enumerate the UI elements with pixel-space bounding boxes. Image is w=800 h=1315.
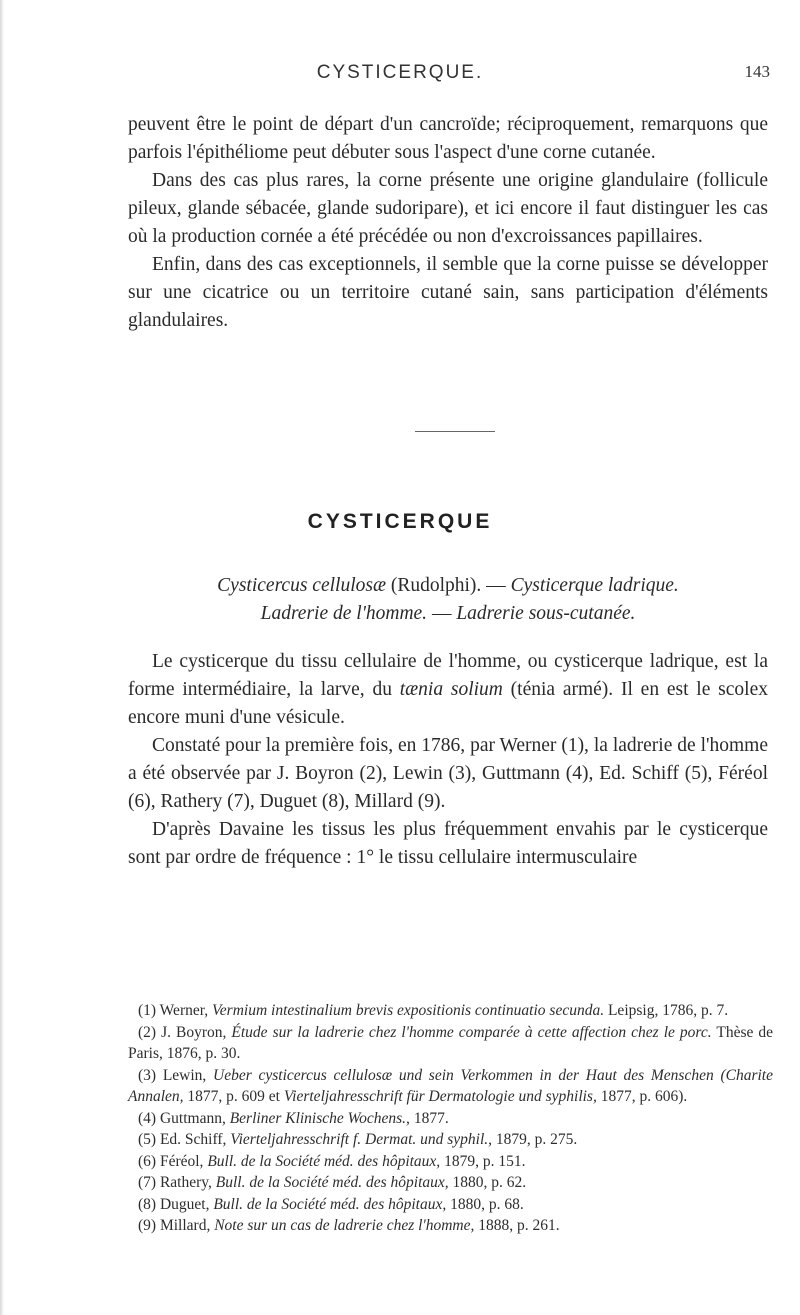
section-title: CYSTICERQUE: [307, 510, 493, 533]
footnote-details: Leipsig, 1786, p. 7.: [604, 1002, 729, 1019]
intro-text: [128, 111, 768, 335]
footnote-title: Étude sur la ladrerie chez l'homme comparée à cette affection chez le porc.: [231, 1023, 712, 1041]
body-paragraph: D'après Davaine les tissus les plus fréquemment envahis par le cysticerque sont par ordre de fréquence : 1° le tissu cellulaire intermusculaire: [128, 819, 768, 868]
footnote-details: 1888, p. 261.: [474, 1217, 560, 1234]
footnote-details: 1880, p. 68.: [446, 1195, 524, 1213]
footnote: [128, 1000, 773, 1022]
footnote-number: (9): [138, 1217, 160, 1234]
footnote-details: 1877, p. 609 et: [183, 1088, 284, 1105]
footnote-details: 1877.: [409, 1109, 449, 1127]
footnote-title: Berliner Klinische Wochens.,: [229, 1109, 410, 1127]
footnote-author: Rathery,: [159, 1174, 216, 1191]
footnotes: [128, 1000, 773, 1237]
intro-paragraph: Enfin, dans des cas exceptionnels, il semble que la corne puisse se développer sur une cicatrice ou un territoire cutané sain, sans participation d'éléments glandulaires.: [128, 254, 768, 331]
footnote-title: Ueber cysticercus cellulosæ und sein Verkommen in der Haut des Menschen (Charite Annalen,: [128, 1066, 773, 1105]
footnote-number: (3): [138, 1066, 163, 1084]
footnote-author: Duguet,: [159, 1195, 214, 1213]
synonym-latin: Cysticercus cellulosæ: [217, 575, 386, 596]
scan-edge-shadow: [0, 0, 4, 1315]
synonym-separator: —: [427, 603, 457, 624]
footnote-number: (2): [138, 1023, 162, 1041]
body-text-part: Le cysticerque du tissu cellulaire de l'homme, ou cysticerque ladrique, est la forme intermédiaire, la larve, du: [128, 651, 768, 700]
footnote-details: 1880, p. 62.: [448, 1174, 527, 1191]
footnote-number: (4): [138, 1109, 160, 1127]
intro-paragraph: Dans des cas plus rares, la corne présente une origine glandulaire (follicule pileux, glande sébacée, glande sudoripare), et ici encore il faut distinguer les cas où la production cornée a été précédée ou non d'excroissances papillaires.: [128, 170, 768, 247]
footnote-author: J. Boyron,: [161, 1023, 232, 1041]
footnote-details: Thèse de Paris, 1876, p. 30.: [128, 1023, 774, 1062]
intro-paragraph: peuvent être le point de départ d'un cancroïde; réciproquement, remarquons que parfois l'épithéliome peut débuter sous l'aspect d'une corne cutanée.: [128, 114, 768, 163]
section-body: [128, 648, 768, 872]
synonym-ladrerie: Ladrerie de l'homme.: [260, 603, 428, 624]
section-synonyms: [128, 572, 768, 628]
taenia-term: tænia solium: [399, 679, 503, 700]
footnote-title: Note sur un cas de ladrerie chez l'homme,: [214, 1217, 475, 1234]
footnote: [128, 1172, 773, 1194]
footnote: [128, 1215, 773, 1237]
footnote-author: Lewin,: [162, 1066, 214, 1084]
footnote-number: (8): [138, 1195, 160, 1213]
synonyms-line-1: [128, 572, 768, 600]
footnote-details: 1879, p. 151.: [440, 1152, 526, 1170]
footnote: [128, 1022, 773, 1065]
footnote-number: (5): [138, 1131, 160, 1148]
synonym-sous-cutanee: Ladrerie sous-cutanée.: [456, 603, 636, 624]
footnote-author: Werner,: [159, 1002, 213, 1019]
synonym-author: (Rudolphi). —: [385, 575, 511, 596]
footnote-author: Féréol,: [159, 1152, 208, 1170]
footnote: [128, 1129, 773, 1151]
footnote-title: Bull. de la Société méd. des hôpitaux,: [207, 1152, 441, 1170]
footnote-details: 1877, p. 606).: [596, 1088, 688, 1105]
synonyms-line-2: [128, 600, 768, 628]
footnote-author: Guttmann,: [159, 1109, 230, 1127]
page-number: 143: [744, 62, 770, 81]
footnote-title: Bull. de la Société méd. des hôpitaux,: [215, 1174, 449, 1191]
footnote: [128, 1194, 773, 1216]
body-paragraph: [128, 648, 768, 732]
footnote-author: Ed. Schiff,: [159, 1131, 231, 1148]
footnote-number: (1): [138, 1002, 160, 1019]
body-text-part: (ténia armé). Il en est le scolex encore muni d'une vésicule.: [128, 679, 768, 728]
footnote: [128, 1108, 773, 1130]
body-paragraph: Constaté pour la première fois, en 1786, par Werner (1), la ladrerie de l'homme a été observée par J. Boyron (2), Lewin (3), Guttmann (4), Ed. Schiff (5), Féréol (6), Rathery (7), Duguet (8), Millard (9).: [128, 735, 768, 812]
footnote-title: Vierteljahresschrift f. Dermat. und syphil.,: [230, 1131, 493, 1148]
synonym-french: Cysticerque ladrique.: [510, 575, 679, 596]
section-divider: [415, 431, 495, 432]
footnote-title: Vierteljahresschrift für Dermatologie und syphilis,: [283, 1088, 597, 1105]
footnote-details: 1879, p. 275.: [492, 1131, 578, 1148]
footnote-title: Vermium intestinalium brevis expositionis continuatio secunda.: [212, 1002, 605, 1019]
running-title: CYSTICERQUE.: [316, 62, 484, 83]
footnote: [128, 1151, 773, 1173]
footnote-author: Millard,: [159, 1217, 215, 1234]
running-head: [0, 58, 800, 88]
footnote-number: (7): [138, 1174, 160, 1191]
footnote: [128, 1065, 773, 1108]
footnote-title: Bull. de la Société méd. des hôpitaux,: [213, 1195, 447, 1213]
footnote-number: (6): [138, 1152, 160, 1170]
